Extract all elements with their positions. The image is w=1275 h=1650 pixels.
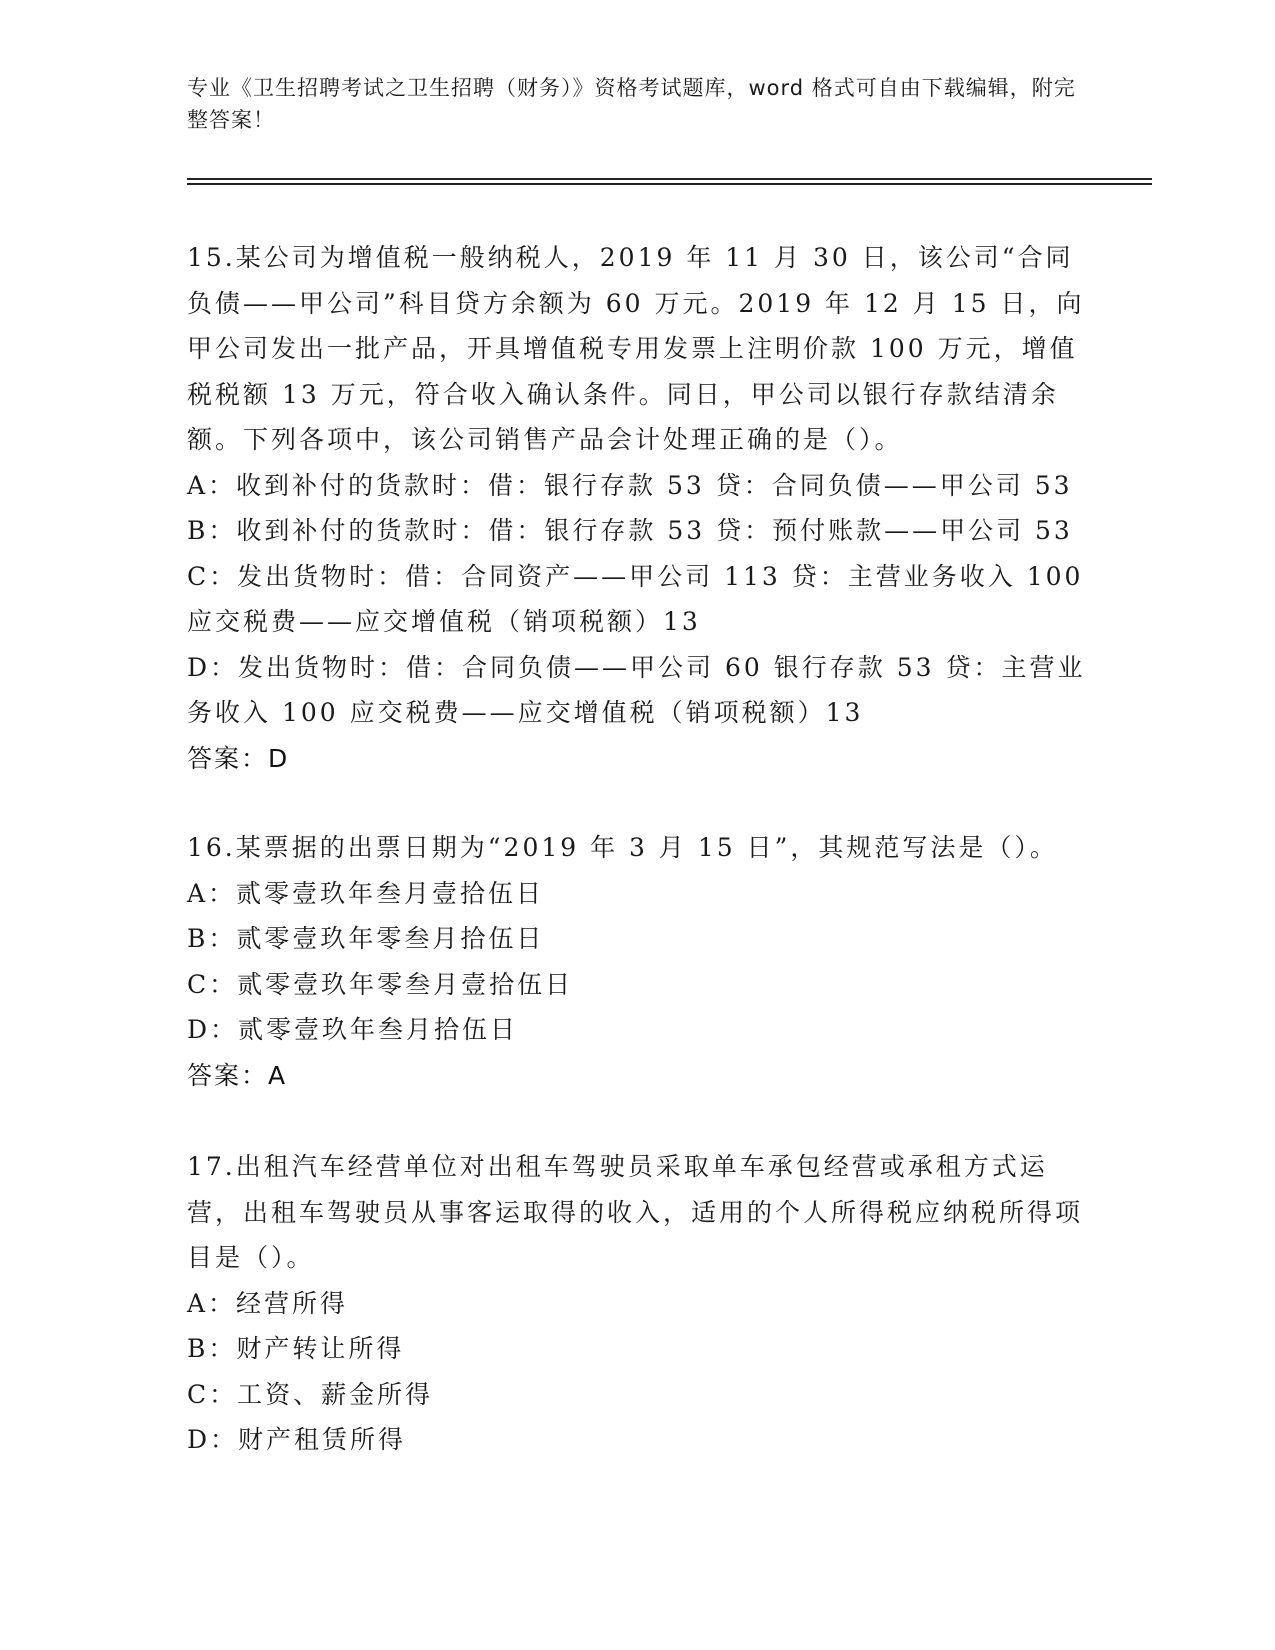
option-a: A：经营所得 xyxy=(187,1288,349,1318)
header-description: 专业《卫生招聘考试之卫生招聘（财务）》资格考试题库，word 格式可自由下载编辑，附完整答案！ xyxy=(187,76,1076,132)
option-d: D：财产租赁所得 xyxy=(187,1425,407,1454)
option-c: C：发出货物时：借：合同资产——甲公司 113 贷：主营业务收入 100 应交税费——应交增值税（销项税额）13 xyxy=(187,561,1084,636)
question-stem: 17.出租汽车经营单位对出租车驾驶员采取单车承包经营或承租方式运营，出租车驾驶员从事客运取得的收入，适用的个人所得税应纳税所得项目是（）。 xyxy=(187,1152,1084,1272)
question-15 xyxy=(187,235,1087,781)
option-b: B：财产转让所得 xyxy=(187,1334,405,1363)
question-17 xyxy=(187,1144,1087,1463)
document-header xyxy=(187,72,1087,136)
option-d: D：发出货物时：借：合同负债——甲公司 60 银行存款 53 贷：主营业务收入 100 应交税费——应交增值税（销项税额）13 xyxy=(187,652,1086,727)
header-divider-top xyxy=(187,178,1152,180)
question-stem: 15.某公司为增值税一般纳税人，2019 年 11 月 30 日，该公司“合同负债——甲公司”科目贷方余额为 60 万元。2019 年 12 月 15 日，向甲公司发出一批产品，开具增值税专用发票上注明价款 100 万元，增值税税额 13 万元，符合收入确认条件。同日，甲公司以银行存款结清余额。下列各项中，该公司销售产品会计处理正确的是（）。 xyxy=(187,243,1085,454)
option-d: D：贰零壹玖年叁月拾伍日 xyxy=(187,1015,519,1044)
option-c: C：工资、薪金所得 xyxy=(187,1379,434,1409)
question-16 xyxy=(187,825,1087,1098)
option-c: C：贰零壹玖年零叁月壹拾伍日 xyxy=(187,969,574,999)
option-a: A：贰零壹玖年叁月壹拾伍日 xyxy=(187,878,545,908)
answer: 答案：D xyxy=(187,743,290,773)
question-stem: 16.某票据的出票日期为“2019 年 3 月 15 日”，其规范写法是（）。 xyxy=(187,833,1058,862)
option-a: A：收到补付的货款时：借：银行存款 53 贷：合同负债——甲公司 53 xyxy=(187,470,1073,500)
option-b: B：收到补付的货款时：借：银行存款 53 贷：预付账款——甲公司 53 xyxy=(187,516,1073,545)
answer: 答案：A xyxy=(187,1060,288,1090)
option-b: B：贰零壹玖年零叁月拾伍日 xyxy=(187,924,545,953)
header-divider-bottom xyxy=(187,183,1152,185)
